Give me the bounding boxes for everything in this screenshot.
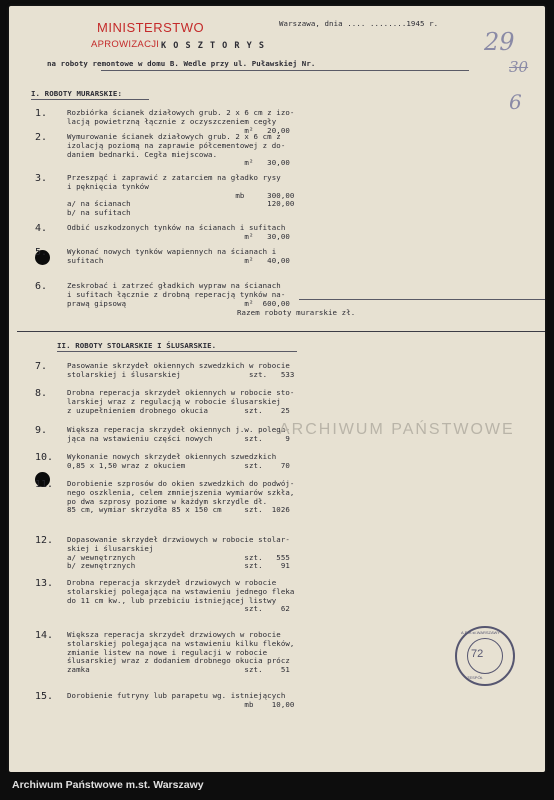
section-2-underline xyxy=(57,351,297,352)
item-number: 12. xyxy=(35,535,54,546)
subtitle-underline xyxy=(101,70,469,71)
item-text-line: ślusarskiej wraz z dodaniem drobnego okucia prócz xyxy=(67,656,290,666)
item-number: 14. xyxy=(35,630,54,641)
item-text-line: Dopasowanie skrzydeł drzwiowych w robocie stolar- xyxy=(67,535,290,544)
item-number: 13. xyxy=(35,578,54,589)
pencil-mark: 30 xyxy=(509,58,529,76)
archive-name: Archiwum Państwowe m.st. Warszawy xyxy=(12,779,204,791)
item-text-line: Drobna reperacja skrzydeł okiennych w robocie sto- xyxy=(67,388,295,397)
item-text-line: Rozbiórka ścianek działowych grub. 2 x 6 cm z izo- xyxy=(67,108,295,117)
item-text-line: Większa reperacja skrzydeł okiennych j.w. polega- xyxy=(67,425,290,434)
item-text-line: po dwa szprosy poziome w każdym skrzydle dł. xyxy=(67,496,268,506)
item-text-line: b/ na sufitach xyxy=(67,208,131,218)
pencil-mark: 29 xyxy=(484,28,515,56)
item-text-line: Większa reperacja skrzydeł drzwiowych w robocie xyxy=(67,630,281,639)
section-2-title: II. ROBOTY STOLARSKIE I ŚLUSARSKIE. xyxy=(57,341,217,350)
item-text-line: b/ zewnętrznych szt. 91 xyxy=(67,561,290,571)
item-number: 3. xyxy=(35,173,48,184)
section-divider xyxy=(17,331,545,332)
section-1-total: Razem roboty murarskie zł. xyxy=(237,308,356,317)
item-text-line: 0,85 x 1,50 wraz z okuciem szt. 70 xyxy=(67,460,290,470)
item-text-line: prawą gipsową m² 600,00 xyxy=(67,298,290,308)
item-text-line: jąca na wstawieniu części nowych szt. 9 xyxy=(67,433,290,443)
item-number: 6. xyxy=(35,281,48,292)
item-number: 8. xyxy=(35,388,48,399)
item-text-line: mb 300,00 xyxy=(67,190,295,200)
item-text-line: a/ na ścianach 120,00 xyxy=(67,199,295,209)
item-text-line: m² 30,00 xyxy=(67,231,290,241)
item-text-line: Odbić uszkodzonych tynków na ścianach i sufitach xyxy=(67,223,286,232)
item-text-line: Pasowanie skrzydeł okiennych szwedzkich w robocie xyxy=(67,361,290,370)
total-rule xyxy=(299,299,545,300)
item-text-line: i pęknięcia tynków xyxy=(67,181,149,191)
item-number: 1. xyxy=(35,108,48,119)
item-text-line: skiej i ślusarskiej xyxy=(67,543,154,553)
item-text-line: z uzupełnieniem drobnego okucia szt. 25 xyxy=(67,405,290,415)
item-text-line: Dorobienie szprosów do okien szwedzkich do podwój- xyxy=(67,479,295,488)
item-number: 2. xyxy=(35,132,48,143)
item-text-line: stolarskiej i ślusarskiej szt. 533 xyxy=(67,369,295,379)
item-text-line: Drobna reperacja skrzydeł drzwiowych w robocie xyxy=(67,578,277,587)
stamp-line-2: APROWIZACJI xyxy=(91,39,160,50)
kosztorys-title: K O S Z T O R Y S xyxy=(161,41,265,51)
item-number: 7. xyxy=(35,361,48,372)
item-text-line: lacją powietrzną łącznie z oczyszczeniem cegły xyxy=(67,116,277,126)
seal-number: 72 xyxy=(471,648,484,660)
item-text-line: larskiej wraz z regulacją w robocie ślusarskiej xyxy=(67,396,281,406)
item-number: 9. xyxy=(35,425,48,436)
item-text-line: Wykonanie nowych skrzydeł okiennych szwedzkich xyxy=(67,452,277,461)
item-text-line: Dorobienie futryny lub parapetu wg. istniejących xyxy=(67,691,286,700)
item-number: 11. xyxy=(35,479,54,490)
item-text-line: daniem bednarki. Cegła miejscowa. xyxy=(67,149,218,159)
archive-watermark: ARCHIWUM PAŃSTWOWE xyxy=(279,421,515,438)
item-text-line: 85 cm, wymiar skrzydła 85 x 150 cm szt. 1026 xyxy=(67,505,290,515)
stamp-line-1: MINISTERSTWO xyxy=(97,20,205,35)
item-text-line: zmianie listew na nowe i regulacji w robocie xyxy=(67,647,268,657)
item-number: 15. xyxy=(35,691,54,702)
section-1-title: I. ROBOTY MURARSKIE: xyxy=(31,89,122,98)
item-number: 5. xyxy=(35,247,48,258)
item-number: 10. xyxy=(35,452,54,463)
archive-footer xyxy=(0,772,554,800)
item-text-line: a/ wewnętrznych szt. 555 xyxy=(67,552,290,562)
item-text-line: Wykonać nowych tynków wapiennych na ścianach i xyxy=(67,247,277,256)
item-text-line: mb 10,00 xyxy=(67,699,295,709)
document-page xyxy=(9,6,545,772)
item-text-line: nego oszklenia, celem zmniejszenia wymiarów szkła, xyxy=(67,487,295,497)
item-text-line: Wymurowanie ścianek działowych grub. 2 x 6 cm z xyxy=(67,132,281,141)
archive-seal xyxy=(455,626,515,686)
item-text-line: do 11 cm kw., lub przebiciu istniejącej listwy xyxy=(67,595,277,605)
item-text-line: szt. 62 xyxy=(67,604,290,614)
item-text-line: zamka szt. 51 xyxy=(67,665,290,675)
item-text-line: m² 20,00 xyxy=(67,125,290,135)
item-text-line: stolarskiej polegająca na wstawieniu jednego fleka xyxy=(67,586,295,596)
seal-bottom-text: ZESPÓŁ xyxy=(467,675,483,680)
pencil-mark: 6 xyxy=(509,90,522,114)
item-text-line: sufitach m² 40,00 xyxy=(67,255,290,265)
item-text-line: izolacją poziomą na zaprawie półcementowej z do- xyxy=(67,140,286,150)
item-text-line: m² 30,00 xyxy=(67,158,290,168)
item-text-line: i sufitach łącznie z drobną reperacją tynków na- xyxy=(67,289,286,299)
section-1-underline xyxy=(31,99,149,100)
seal-top-text: A.P.m.st.WARSZAWY xyxy=(461,630,500,635)
item-text-line: Zeskrobać i zatrzeć gładkich wypraw na ścianach xyxy=(67,281,281,290)
item-text-line: Przeszpąć i zaprawić z zatarciem na gładko rysy xyxy=(67,173,281,182)
document-subtitle: na roboty remontowe w domu B. Wedle przy ul. Puławskiej Nr. xyxy=(47,59,316,68)
item-text-line: stolarskiej polegająca na wstawieniu kilku fleków, xyxy=(67,638,295,648)
date-line: Warszawa, dnia .... ........1945 r. xyxy=(279,19,439,28)
item-number: 4. xyxy=(35,223,48,234)
